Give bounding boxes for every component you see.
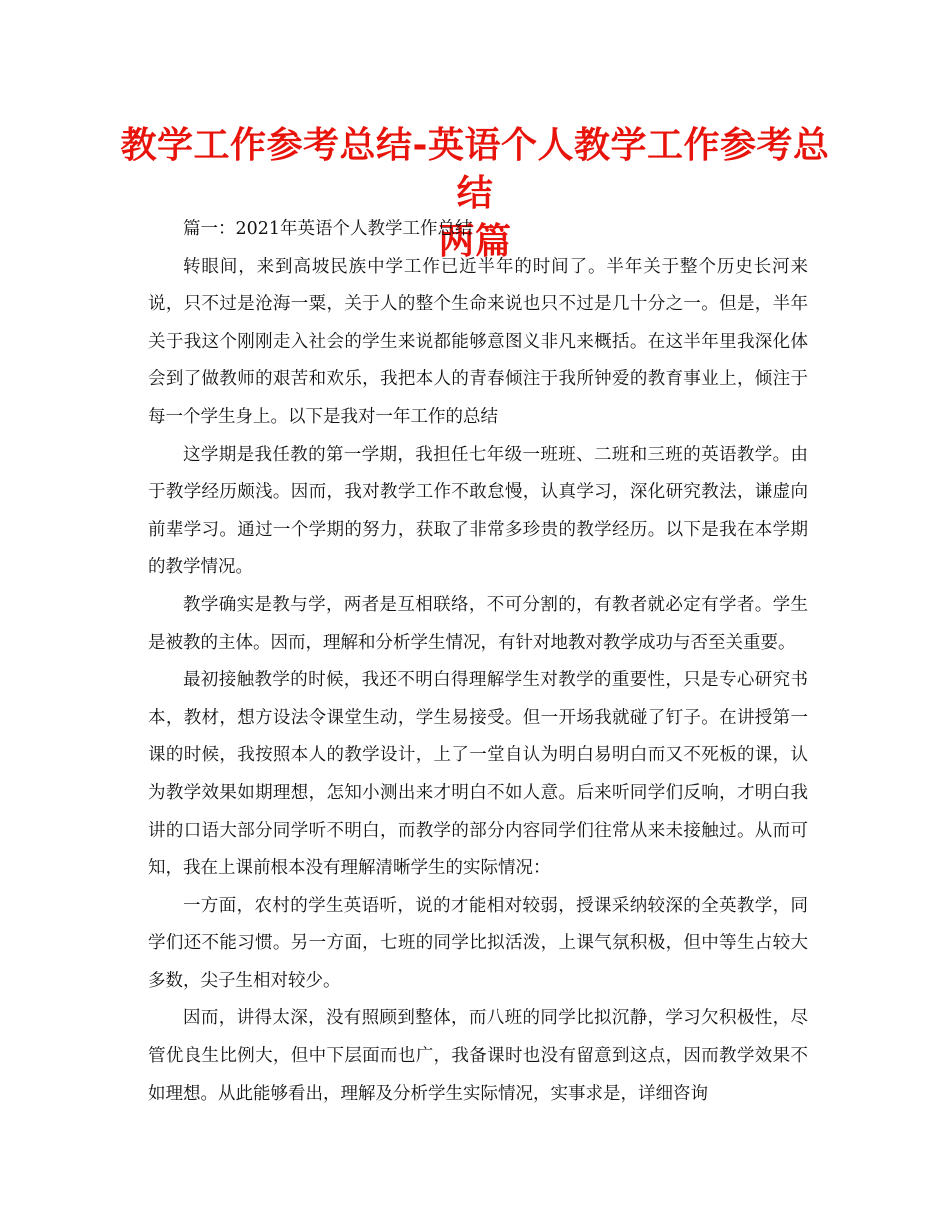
title-line-1: 教学工作参考总结-英语个人教学工作参考总结 — [120, 125, 830, 214]
paragraph: 最初接触教学的时候，我还不明白得理解学生对教学的重要性，只是专心研究书本，教材，想方设法令课堂生动，学生易接受。但一开场我就碰了钉子。在讲授第一课的时候，我按照本人的教学设计，上了一堂自认为明白易明白而又不死板的课，认为教学效果如期理想，怎知小测出来才明白不如人意。后来听同学们反响，才明白我讲的口语大部分同学听不明白，而教学的部分内容同学们往常从来未接触过。从而可知，我在上课前根本没有理解清晰学生的实际情况： — [148, 670, 808, 879]
paragraph: 一方面，农村的学生英语听，说的才能相对较弱，授课采纳较深的全英教学，同学们还不能习惯。另一方面，七班的同学比拟活泼，上课气氛积极，但中等生占较大多数，尖子生相对较少。 — [148, 895, 808, 991]
paragraph: 教学确实是教与学，两者是互相联络，不可分割的，有教者就必定有学者。学生是被教的主体。因而，理解和分析学生情况，有针对地教对教学成功与否至关重要。 — [148, 594, 808, 653]
paragraph: 这学期是我任教的第一学期，我担任七年级一班班、二班和三班的英语教学。由于教学经历颇浅。因而，我对教学工作不敢怠慢，认真学习，深化研究教法，谦虚向前辈学习。通过一个学期的努力，获取了非常多珍贵的教学经历。以下是我在本学期的教学情况。 — [148, 444, 808, 578]
paragraph: 因而，讲得太深，没有照顾到整体，而八班的同学比拟沉静，学习欠积极性，尽管优良生比例大，但中下层面而也广，我备课时也没有留意到这点，因而教学效果不如理想。从此能够看出，理解及分析学生实际情况，实事求是，详细咨询 — [148, 1008, 808, 1104]
title-line-2: 两篇 — [438, 221, 512, 262]
paragraph: 转眼间，来到高坡民族中学工作已近半年的时间了。半年关于整个历史长河来说，只不过是沧海一粟，关于人的整个生命来说也只不过是几十分之一。但是，半年关于我这个刚刚走入社会的学生来说都能够意图义非凡来概括。在这半年里我深化体会到了做教师的艰苦和欢乐，我把本人的青春倾注于我所钟爱的教育事业上，倾注于每一个学生身上。以下是我对一年工作的总结 — [148, 256, 808, 427]
document-body — [148, 211, 808, 1113]
paragraph-heading: 篇一：2021年英语个人教学工作总结 — [183, 219, 473, 239]
